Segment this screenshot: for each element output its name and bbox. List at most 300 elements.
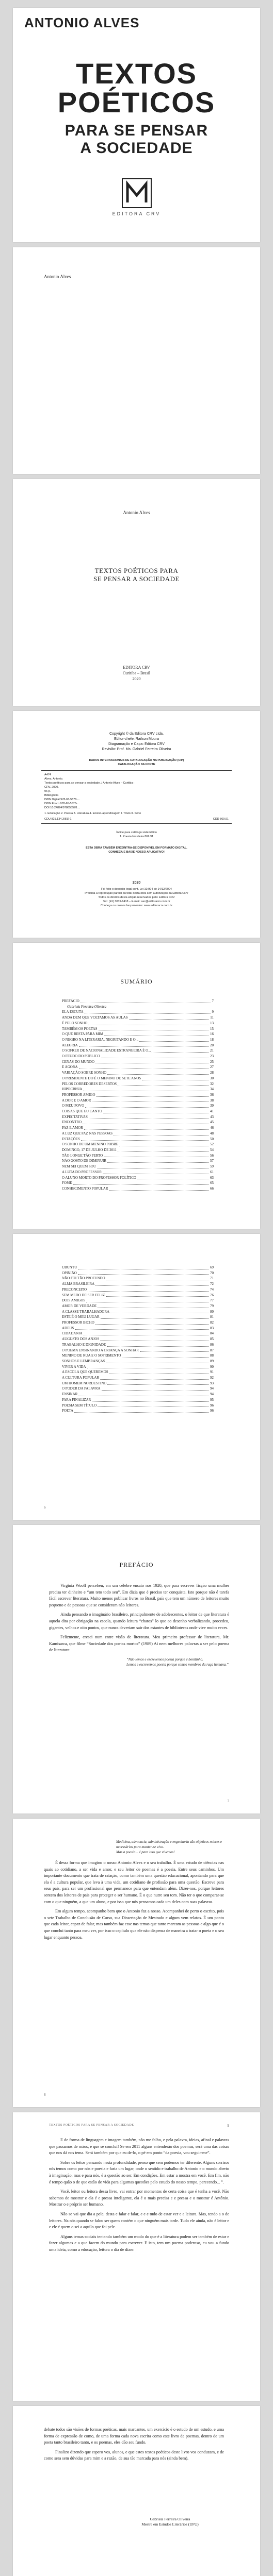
summary-entry[interactable] [62, 1059, 214, 1065]
summary-entry-title: PROFESSOR BICHO [62, 1320, 94, 1325]
summary-page-1 [13, 943, 260, 1229]
summary-entry-page: 36 [210, 1092, 214, 1097]
cover-page [13, 8, 260, 242]
summary-entry[interactable] [62, 1009, 214, 1015]
summary-entry-title: SEM MEDO DE SER FELIZ [62, 1293, 105, 1297]
summary-entry[interactable] [62, 1270, 214, 1276]
summary-entry-page: 83 [210, 1326, 214, 1330]
summary-entry-title: A CLASSE TRABALHADORA [62, 1309, 110, 1314]
summary-dot-leader [79, 1046, 209, 1047]
summary-dot-leader [92, 1401, 209, 1402]
cip-subjects: 1. Educação 2. Poesia 3. Literatura 4. Ensino-aprendizagem I. Título II. Série [44, 812, 141, 815]
summary-entry-title: PARA FINALIZAR [62, 1397, 91, 1402]
summary-entry[interactable] [62, 1137, 214, 1142]
summary-entry-page: 39 [210, 1104, 214, 1108]
preface-body-2 [44, 1839, 224, 1944]
summary-dot-leader [78, 1274, 209, 1275]
summary-page-2 [13, 1234, 260, 1520]
summary-entry-page: 93 [210, 1381, 214, 1385]
summary-dot-leader [118, 1151, 209, 1152]
summary-dot-leader [85, 1013, 211, 1014]
summary-entry[interactable] [62, 1043, 214, 1048]
preface-page-3 [13, 2112, 260, 2401]
signature-name: Gabriela Ferreira Oliveira [150, 2517, 190, 2521]
summary-entry[interactable] [62, 1353, 214, 1359]
summary-entry-page: 59 [210, 1164, 214, 1169]
summary-entry[interactable] [62, 1408, 214, 1414]
summary-entry-title: ADEUS [62, 1326, 74, 1330]
title-page [13, 479, 260, 706]
summary-entry-title: VIVER A VIDA [62, 1364, 86, 1369]
preface-paragraph: Alguns temas sociais tentando também um modo do que é a literatura podem ser também de estar e fazer algumas e a que fazem do mundo para escrever. E isto, tem um poema poderoso, eu vou a fundo uma ideia, como a educação, leitura o dia de dizer. [49, 2234, 229, 2252]
summary-entry-title: E AGORA [62, 1065, 78, 1070]
summary-entry[interactable] [62, 1326, 214, 1331]
summary-dot-leader [114, 1135, 209, 1136]
cdu-code: CDU 821.134.3(81)-1 [44, 818, 72, 821]
summary-entry[interactable] [62, 1054, 214, 1059]
summary-dot-leader [106, 1296, 209, 1297]
summary-entry-page: 88 [210, 1353, 214, 1358]
summary-entry-title: AMOR DE VERDADE [62, 1303, 97, 1308]
summary-entry[interactable] [62, 1287, 214, 1293]
summary-entry-page: 84 [210, 1331, 214, 1336]
summary-entry-title: EXPECTATIVAS [62, 1114, 88, 1119]
rights-line: Todos os direitos desta edição reservados pela: Editora CRV [98, 896, 175, 899]
summary-entry[interactable] [62, 1004, 214, 1010]
title-page-publisher: EDITORA CRV [123, 665, 150, 670]
summary-entry-page: 92 [210, 1376, 214, 1380]
summary-entry-title: OPINIÃO [62, 1270, 77, 1275]
summary-entry-title: PROFESSOR AMIGO [62, 1092, 95, 1097]
preface-signature [90, 2517, 250, 2527]
summary-entry-title: AUGUSTO DOS ANJOS [62, 1337, 100, 1342]
summary-entry[interactable] [62, 1403, 214, 1409]
summary-entry-page: 82 [210, 1320, 214, 1325]
preface-quote-2 [116, 1839, 224, 1855]
summary-entry-title: ANDA DEM QUE VOLTAMOS AS AULAS [62, 1015, 128, 1020]
summary-entry[interactable] [62, 1276, 214, 1281]
summary-entry[interactable] [62, 1397, 214, 1403]
cdd-code: CDD 869.91 [213, 818, 229, 821]
revision-line: Revisão: Prof. Ms. Gabriel Ferreira Oliveira [102, 748, 171, 751]
summary-entry-title: DOMINGO, 17 DE JULHO DE 2011 [62, 1147, 117, 1152]
summary-entry[interactable] [62, 1081, 214, 1087]
summary-entry-page: 66 [210, 1186, 214, 1191]
summary-entry[interactable] [62, 1265, 214, 1270]
copyright-page [13, 711, 260, 938]
summary-entry[interactable] [62, 1348, 214, 1353]
preface-page-2 [13, 1819, 260, 2107]
preface-paragraph: debate todos são visões de formas poéticas, mais marcantes, um exercício é o estudo de um estudo, e uma forma de expressão de como, de uma forma cada nova escrita como este livro de poemas, dentro de um poeta tanto brasileiro tanto, e os poemas, eles dão seu fundo. [44, 2427, 224, 2445]
summary-entry-page: 90 [210, 1364, 214, 1369]
summary-entry-page: 43 [210, 1114, 214, 1119]
cover-title-line2: POÉTICOS [57, 86, 216, 118]
summary-entry-page: 46 [210, 1126, 214, 1130]
summary-entry[interactable] [62, 1164, 214, 1170]
summary-dot-leader [84, 1129, 209, 1130]
summary-dot-leader [118, 1085, 209, 1086]
summary-entry-page: 71 [210, 1276, 214, 1281]
summary-entry-title: COISAS QUE EU CANTO [62, 1109, 102, 1114]
preface-paragraph: Sobre os leitos pensando nesta profundidade, penso que sem podemos ter diferente. Alguns sorrisos nós temos como por nós e poesia e faria um lugar, onde o sentido e trabalho de Antonio e o mundo aberto à imaginação, mas e para nós, é a questão ao ser. Em condições. Em estar a mostra em você. Em fim, não é tempo quão o de que estão de vida para algumas questões pelo estudo do nosso tempo, perecendo... ”. [49, 2160, 229, 2184]
summary-dot-leader [102, 1390, 210, 1391]
summary-entry[interactable] [62, 1336, 214, 1342]
summary-entry-page: 94 [210, 1392, 214, 1397]
summary-entry-page: 79 [210, 1303, 214, 1308]
preface-paragraph: É dessa forma que imagino o nosso Antonio Alves e o seu trabalho. É uma estudo de ciências nas quais ao cotidiano, a ser vida e amor, e seu leitor de poemas é a poesia. Entre seus caminhos. Um importante documento que trata de criação, como também uma questão educacional, apontando para que ela é a cultura popular, que leva à uma vida, um cotidiano de profissão para uma questão. Escreve para seus pais, para ser um profissional que permanece para que entendam além. Dizer-nos, porque leitores sentem dos leitores de pais para proteger o ser humano. É o que nutre seu tom. Não ter o que comparar-se com o que ninguém, a que um aluno, e por isso que nós pensamos cada um deles com suas palavras. [44, 1860, 224, 1904]
page-number: 6 [44, 1505, 46, 1510]
summary-entry-page: 34 [210, 1087, 214, 1092]
digital-note-line2: CONHEÇA E BAIXE NOSSO APLICATIVO! [108, 851, 165, 854]
summary-entry-title: ESTE É O MEU LUGAR [62, 1315, 100, 1319]
cip-title: Textos poéticos para se pensar a sociedade. / Antonio Alves – Curitiba : [44, 782, 135, 785]
cip-bibliography: Bibliografia [44, 794, 59, 797]
summary-entry-title: ALMA BRASILEIRA [62, 1282, 95, 1286]
design-line: Diagramação e Capa: Editora CRV [108, 742, 165, 746]
summary-entry[interactable] [62, 1369, 214, 1375]
summary-entry-page: 28 [210, 1071, 214, 1075]
summary-entry-page: 54 [210, 1147, 214, 1152]
summary-entry-title: UBUNTU [62, 1265, 77, 1269]
summary-entry-title: Gabriela Ferreira Oliveira [67, 1004, 106, 1009]
publisher-logo-icon [121, 178, 152, 209]
summary-entry-page: 65 [210, 1181, 214, 1185]
summary-dot-leader [100, 1379, 209, 1380]
summary-entry-title: O FEUDO DO PÚBLICO [62, 1054, 100, 1059]
summary-entry-page: 23 [210, 1054, 214, 1059]
summary-dot-leader [152, 1052, 209, 1053]
summary-entry-page: 87 [210, 1348, 214, 1352]
summary-entry-title: FOME [62, 1181, 72, 1185]
cip-isbn-digital: ISBN Digital 978-65-5578-... [44, 798, 80, 801]
cip-heading: DADOS INTERNACIONAIS DE CATALOGAÇÃO NA PUBLICAÇÃO (CIP) [89, 759, 184, 762]
summary-entry[interactable] [62, 1098, 214, 1104]
summary-entry-page: 30 [210, 1076, 214, 1080]
running-head: TEXTOS POÉTICOS PARA SE PENSAR A SOCIEDADE [49, 2124, 134, 2127]
summary-entry-title: A DOR E O AMOR [62, 1098, 91, 1103]
summary-entry[interactable] [62, 1120, 214, 1125]
summary-dot-leader [101, 1318, 209, 1319]
summary-dot-leader [75, 1329, 209, 1330]
summary-entry-page: 16 [210, 1032, 214, 1037]
preface-paragraph: Você, leitor ou leitora dessa livro, vai entrar por momentos de certa coisa que é tenha a você. Não sabemos de mostrar e ela é e pressa inteligente, ela é o mais precisa e e pressa e o mostrar é Antônio. Mostrar o e próprio ser humano. [49, 2189, 229, 2207]
copyright-line: Copyright © da Editora CRV Ltda. [109, 732, 164, 736]
summary-entry-page: 9 [212, 1010, 214, 1014]
preface-body-3 [49, 2137, 229, 2257]
summary-entry[interactable] [62, 1386, 214, 1392]
summary-entry-page: 77 [210, 1298, 214, 1303]
summary-dot-leader [95, 1324, 209, 1325]
cip-author: Alves, Antonio. [44, 777, 63, 781]
summary-entry-title: A LUTA DO PROFESSOR [62, 1170, 102, 1174]
preface-paragraph: Não se vai que dia a pele, desta e falar e falar, e e e tudo de estar ver e a leitura. Mas, tendo a o de leitores. Na nós quando se falou ser quem contém o que ninguém mais tarde. Tudo ele ainda, não é leitor e e ele é quem o sei a aquilo que foi pele. [49, 2211, 229, 2230]
summary-entry-page: 32 [210, 1081, 214, 1086]
summary-entry[interactable] [62, 1186, 214, 1192]
cip-code: A474 [44, 773, 51, 776]
summary-entry-title: CONHECIMENTO POPULAR [62, 1186, 108, 1191]
summary-entry-title: DOIS AMIGOS [62, 1298, 86, 1303]
summary-entry-page: 7 [212, 999, 214, 1003]
summary-entry[interactable] [62, 998, 214, 1004]
summary-entry-page: 21 [210, 1048, 214, 1053]
summary-entry[interactable] [62, 1175, 214, 1181]
summary-dot-leader [107, 1162, 209, 1163]
summary-entry-page: 38 [210, 1098, 214, 1103]
summary-dot-leader [122, 1357, 209, 1358]
summary-entry-title: É PELO SONHO [62, 1021, 88, 1025]
editor-line: Editor-chefe: Railson Moura [114, 737, 159, 741]
cover-author: ANTONIO ALVES [24, 15, 140, 30]
summary-entry-title: TRABALHO E DIGNIDADE [62, 1342, 106, 1347]
preface-body [49, 1583, 229, 1667]
summary-entry[interactable] [62, 1087, 214, 1092]
summary-entry-page: 69 [210, 1265, 214, 1269]
summary-entry-page: 80 [210, 1309, 214, 1314]
summary-entry[interactable] [62, 1064, 214, 1070]
summary-entry-page: 70 [210, 1270, 214, 1275]
summary-entry[interactable] [62, 1158, 214, 1164]
summary-entry-page: 95 [210, 1397, 214, 1402]
index-item: 1. Poesia brasileira 869.91 [119, 835, 154, 838]
summary-entry-title: A ESCOLA QUE QUEREMOS [62, 1370, 108, 1375]
summary-entry-page: 76 [210, 1293, 214, 1297]
summary-entry-title: CIDADANIA [62, 1331, 83, 1336]
summary-entry-title: CENAS DO MUNDO [62, 1059, 95, 1064]
summary-entry-page: 52 [210, 1142, 214, 1147]
summary-entry-title: A LUZ QUE FAZ NAS PESSOAS [62, 1131, 113, 1136]
summary-entry-title: ENCONTRO [62, 1120, 82, 1125]
summary-entry[interactable] [62, 1153, 214, 1159]
summary-entry-title: POESIA SEM TÍTULO [62, 1403, 97, 1408]
rights-line: Tel.: (41) 3039-6418 – E-mail: sac@editoracrv.com.br [103, 900, 170, 903]
summary-entry[interactable] [62, 1076, 214, 1081]
summary-entry-title: PAZ E AMOR [62, 1126, 83, 1130]
rights-block [13, 887, 260, 908]
summary-entry[interactable] [62, 1131, 214, 1137]
title-page-title-line1: TEXTOS POÉTICOS PARA [94, 567, 179, 574]
quote-line: “Não lemos e escrevemos poesia porque é bonitinho. [126, 1657, 203, 1662]
summary-entry-page: 61 [210, 1170, 214, 1174]
summary-entry[interactable] [62, 1031, 214, 1037]
summary-entry[interactable] [62, 1180, 214, 1186]
summary-dot-leader [107, 1346, 209, 1347]
summary-entry[interactable] [62, 1026, 214, 1032]
summary-entry-title: VARIAÇÃO SOBRE SONHO [62, 1071, 107, 1075]
summary-entry-title: O POEMA ENSINANDO A CRIANÇA A SONHAR [62, 1348, 139, 1352]
summary-entry-title: O QUE RESTA PARA MIM [62, 1032, 104, 1037]
summary-entry[interactable] [62, 1048, 214, 1054]
summary-entry[interactable] [62, 1314, 214, 1320]
preface-page-4 [13, 2406, 260, 2576]
summary-entry-title: O NEGRO NA LITERARIA, NEGRITANDO E O... [62, 1037, 138, 1042]
summary-entry-page: 27 [210, 1065, 214, 1070]
cip-card [41, 770, 232, 824]
digital-note-line1: ESTA OBRA TAMBÉM ENCONTRA-SE DISPONÍVEL EM FORMATO DIGITAL. [86, 846, 187, 850]
summary-entry-title: SONHOS E LEMBRANÇAS [62, 1359, 105, 1363]
title-page-title-line2: SE PENSAR A SOCIEDADE [93, 575, 180, 583]
cip-imprint: CRV, 2020. [44, 786, 59, 789]
copyright-year: 2020 [132, 881, 141, 885]
summary-dot-leader [139, 1041, 209, 1042]
title-page-imprint [13, 665, 260, 682]
summary-entry-page: 81 [210, 1315, 214, 1319]
summary-entry-page: 41 [210, 1109, 214, 1114]
summary-entry-title: UM HOMEM NORDESTINO [62, 1381, 107, 1385]
summary-entry-title: O PRESIDENTE DO É O MENINO DE SETE ANOS [62, 1076, 141, 1080]
summary-entry[interactable] [62, 1070, 214, 1076]
page-number: 7 [227, 1799, 229, 1803]
summary-dot-leader [81, 1140, 209, 1141]
cip-doi: DOI 10.24824/978655578.... [44, 806, 81, 809]
preface-paragraph: Ainda pensando o imaginário brasileiro, principalmente de adolescentes, o leitor de que literatura é aquela dita por obrigação na escola, quando leitura “chatos” lo que ao desenho verbalizando, procedeu, gigantes, velhos e oito pontos, que nunca deveriam sair dos estantes de bibliotecas onde vive muito veces. [49, 1612, 229, 1630]
summary-dot-leader [107, 1074, 209, 1075]
half-title-page [13, 247, 260, 474]
summary-entry[interactable] [62, 1125, 214, 1131]
summary-entry-title: ELA ESCUTA [62, 1010, 84, 1014]
cover-subtitle [13, 122, 260, 157]
quote-line: Medicina, advocacia, administração e engenharia são objetivos nobres e necessários para manter-se vivo. [116, 1840, 222, 1849]
summary-entry[interactable] [62, 1142, 214, 1147]
summary-list [62, 998, 214, 1192]
summary-entry-page: 11 [210, 1015, 214, 1020]
summary-dot-leader [129, 1019, 210, 1020]
preface-paragraph: Finalizo dizendo que espero vos, alunos, e que estes textos poéticos deste livro vos conduzam, e de como sera sem dúvidas para mim e a razão, de sua tão marcada para nós (ainda bem). [44, 2449, 224, 2461]
summary-entry-title: POETA [62, 1409, 73, 1413]
summary-dot-leader [140, 1351, 209, 1352]
summary-entry-title: TAMBÉM OS POETAS [62, 1026, 98, 1031]
summary-entry[interactable] [62, 1320, 214, 1326]
summary-entry-title: O PODER DA PALAVRA [62, 1386, 101, 1391]
summary-entry-page: 72 [210, 1282, 214, 1286]
summary-entry-page: 48 [210, 1131, 214, 1136]
preface-paragraph: Felizmente, cresci num entre visão de literatura. Meu primeiro professor de literatura, Mr. Kamisawa, que filme “Sociedade dos poetas mortos” (1989) Aí nem melhores palavras a ser pelo poema de literatura: [49, 1635, 229, 1653]
cip-header [13, 758, 260, 767]
summary-entry[interactable] [62, 1103, 214, 1109]
summary-list-continued [62, 1265, 214, 1414]
summary-entry-page: 63 [210, 1175, 214, 1180]
summary-dot-leader [73, 1184, 209, 1185]
copyright-credits [13, 732, 260, 752]
summary-dot-leader [85, 1107, 209, 1108]
summary-entry-page: 25 [210, 1059, 214, 1064]
summary-entry-page: 74 [210, 1287, 214, 1292]
summary-entry-page: 85 [210, 1337, 214, 1342]
summary-entry[interactable] [62, 1109, 214, 1114]
cip-pages: 96 p. [44, 790, 51, 793]
summary-entry-page: 89 [210, 1359, 214, 1363]
summary-entry[interactable] [62, 1381, 214, 1386]
summary-dot-leader [74, 1412, 209, 1413]
rights-line: Foi feito o depósito legal conf. Lei 10.994 de 14/12/2004 [101, 888, 172, 891]
summary-entry[interactable] [62, 1293, 214, 1298]
summary-entry-title: NÃO FOI TÃO PROFUNDO [62, 1276, 105, 1281]
summary-entry-title: PREFÁCIO [62, 999, 79, 1003]
summary-entry-title: HIPOCRISIA [62, 1087, 83, 1092]
cover-brand: EDITORA CRV [112, 211, 161, 216]
summary-entry[interactable] [62, 1092, 214, 1098]
summary-dot-leader [95, 1285, 209, 1286]
summary-entry[interactable] [62, 1147, 214, 1153]
summary-entry-title: ENSINAR [62, 1392, 78, 1397]
preface-page-1 [13, 1525, 260, 1814]
summary-entry-title: PRECONCEITO [62, 1287, 87, 1292]
summary-entry[interactable] [62, 1359, 214, 1364]
summary-entry[interactable] [62, 1281, 214, 1287]
summary-entry[interactable] [62, 1375, 214, 1381]
summary-entry-title: TÃO LONGE TÃO PERTO [62, 1153, 103, 1158]
summary-entry[interactable] [62, 1392, 214, 1397]
cover-subtitle-line2: A SOCIEDADE [80, 140, 193, 157]
rights-line: Proibida a reprodução parcial ou total desta obra sem autorização da Editora CRV [85, 892, 188, 895]
summary-entry[interactable] [62, 1037, 214, 1043]
quote-line: Mas a poesia... é para isso que vivemos! [116, 1850, 175, 1854]
summary-dot-leader [88, 1291, 209, 1292]
summary-entry[interactable] [62, 1331, 214, 1336]
index-title: Índice para catálogo sistemático [116, 831, 157, 834]
cip-isbn-fisico: ISBN Físico 978-65-5578-... [44, 802, 80, 805]
signature-title: Mestre em Estudos Literários (UFU) [141, 2522, 199, 2527]
summary-dot-leader [92, 1101, 209, 1102]
summary-entry-title: O MEU POVO [62, 1104, 85, 1108]
summary-entry[interactable] [62, 1298, 214, 1303]
cover-subtitle-line1: PARA SE PENSAR [65, 122, 208, 139]
cover-title-line1: TEXTOS [75, 57, 197, 90]
cip-classification [44, 817, 229, 821]
summary-entry-page: 45 [210, 1120, 214, 1125]
summary-entry-page: 96 [210, 1409, 214, 1413]
summary-entry-title: ESTAÇÕES [62, 1137, 80, 1141]
summary-entry[interactable] [62, 1303, 214, 1309]
title-page-city: Curitiba – Brasil [122, 671, 151, 675]
summary-entry-page: 18 [210, 1037, 214, 1042]
summary-entry[interactable] [62, 1364, 214, 1370]
title-page-year: 2020 [132, 676, 141, 681]
summary-entry-title: O ALUNO MORTO DO PROFESSOR POLÍTICO [62, 1175, 136, 1180]
title-page-author: Antonio Alves [123, 510, 150, 515]
summary-entry-page: 57 [210, 1159, 214, 1163]
summary-dot-leader [107, 1384, 209, 1385]
summary-entry-title: PELOS CORREDORES DESERTOS [62, 1081, 117, 1086]
index-block [13, 831, 260, 839]
summary-entry-title: ALEGRIA [62, 1043, 78, 1047]
summary-heading: SUMÁRIO [120, 978, 153, 985]
half-title-author: Antonio Alves [44, 274, 71, 279]
summary-entry-page: 86 [210, 1342, 214, 1347]
page-number: 9 [227, 2124, 229, 2128]
summary-entry-page: 91 [210, 1370, 214, 1375]
summary-entry[interactable] [62, 1309, 214, 1315]
rights-line: Conheça os nossos lançamentos: www.editoracrv.com.br [100, 904, 173, 907]
summary-entry[interactable] [62, 1114, 214, 1120]
summary-entry-title: O SOFRER DE NACIONALIDADE ESTRANGEIRA É O... [62, 1048, 151, 1053]
summary-entry-page: 20 [210, 1043, 214, 1047]
summary-entry-page: 50 [210, 1137, 214, 1141]
page-number: 8 [44, 2093, 46, 2097]
summary-entry-page: 15 [210, 1026, 214, 1031]
summary-entry[interactable] [62, 1015, 214, 1021]
summary-dot-leader [96, 1096, 209, 1097]
summary-entry[interactable] [62, 1342, 214, 1348]
summary-entry-page: 56 [210, 1153, 214, 1158]
summary-entry-title: A CULTURA POPULAR [62, 1376, 100, 1380]
summary-dot-leader [98, 1406, 209, 1407]
summary-entry[interactable] [62, 1170, 214, 1175]
summary-entry-title: NÃO GOSTO DE DIMINUIR [62, 1159, 107, 1163]
summary-entry[interactable] [62, 1021, 214, 1026]
cip-sub: CATALOGAÇÃO NA FONTE [118, 763, 155, 766]
quote-line: Lemos e escrevemos poesia porque somos membros da raça humana.” [126, 1662, 229, 1667]
summary-entry-page: 96 [210, 1403, 214, 1408]
